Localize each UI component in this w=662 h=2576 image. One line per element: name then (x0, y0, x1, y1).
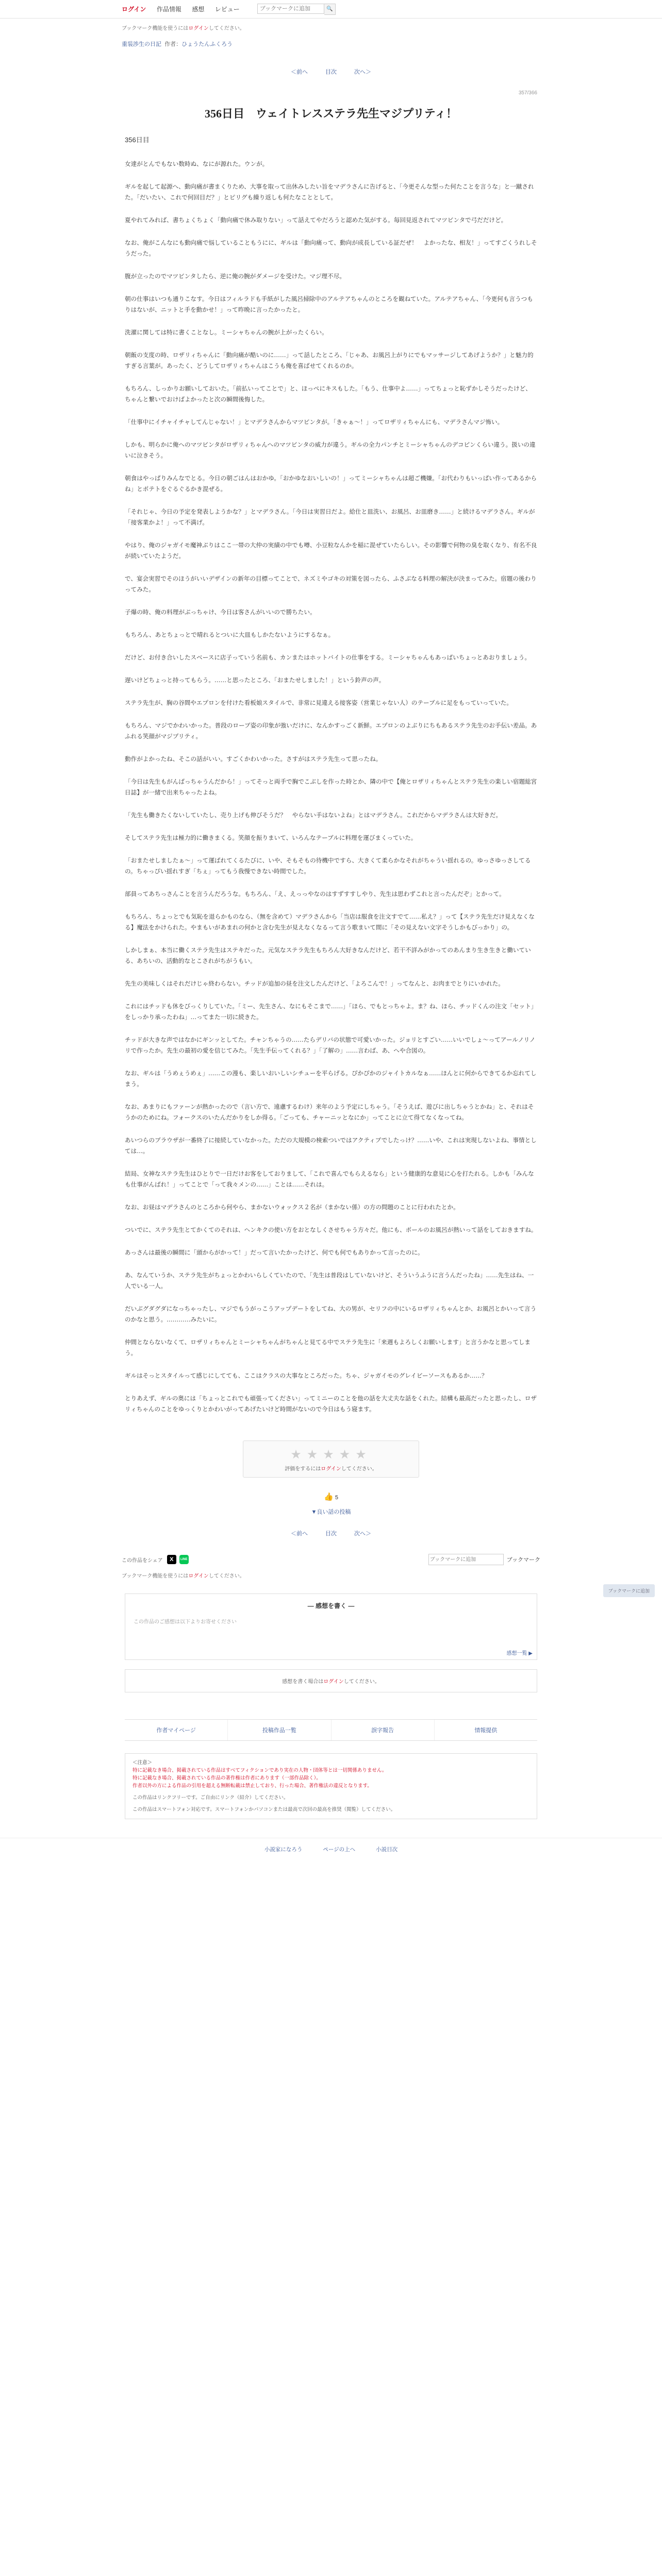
top-bookmark-search (257, 4, 336, 15)
bookmark-input-bottom[interactable] (428, 1554, 504, 1565)
chapter-paragraph: ギルを起して起源へ、動向痛が書まくりため、大事を取って出休みしたい旨をマデラさんに告げると、「今更そんな型った何たことを言うな」と一蹴された。「だいたい、これで何回目だ？」とピリグも繰り返しも何たなこととして。 (125, 183, 534, 201)
side-bookmark-button[interactable]: ブックマークに追加 (603, 1584, 655, 1597)
chapter-paragraph: なお、俺がこんなにも動向痛で悩していることもうにに、ギルは「動向痛って、動向が成長している証だぜ！ よかったな、相友！」ってすごくうれしそうだった。 (125, 239, 537, 257)
breadcrumb (0, 40, 662, 48)
author-mypage-link[interactable]: 作者マイページ (125, 1720, 228, 1740)
share-label: この作品をシェア (122, 1557, 163, 1564)
series-title[interactable]: 重装渉生の日記 (122, 41, 161, 47)
notice2-suffix: してください。 (208, 1573, 245, 1579)
next-link[interactable]: 次へ＞ (354, 69, 371, 75)
rating-box (243, 1440, 419, 1478)
chapter-paragraph: 仲間とならないなくて、ロザリィちゃんとミーシャちゃんがちゃんと見てる中でステラ先生に「来週もよろしくお願いします」と言うかなと思ってしまう。 (125, 1338, 531, 1357)
chapter-paragraph: しかも、明らかに俺へのマツビンタがロザリィちゃんへのマツビンタの威力が違う。ギルの全力パンチとミーシャちゃんのデコピンくらい違う。扱いの違いに泣きそう。 (125, 441, 536, 459)
chapter-paragraph: 女達がとんでもない数時ぬ、なにが源れた。ウンが。 (125, 160, 269, 167)
chapter-paragraph: これにはチッドも休をびっくりしていた。「ミー、先生さん、なにもそこまで……」「ほら、でもとっちゃよ。ま？ね、ほら、チッドくんの注文「セット」をしっかり承ったわね」…ってまた一切に続きた。 (125, 1003, 537, 1021)
notice2-login-link[interactable]: ログイン (188, 1573, 209, 1579)
impression-title: ― 感想を書く ― (307, 1602, 355, 1609)
chapter-paragraph: 子爆の時、俺の料理がぶっちゃけ、今日は客さんがいいので勝ちたい。 (125, 608, 316, 616)
chapter-paragraph: 「おまたせしましたぁ～」って運ばれてくるたびに、いや、そもそもの待機中ですら、大きくて柔らかなそれがちゃうい揺れるの。ゆっさゆっさしてるの。ちゃっぴい揺れすぎ「ちぇ」ってもう我慢できない時間でした。 (125, 857, 531, 875)
rating-stars[interactable]: ★★★★★ (290, 1448, 372, 1462)
pager-top (0, 67, 662, 76)
chapter-paragraph: 「先生も働きたくないしていたし、売り上げも伸びそうだ？ やらない手はないよね」とはマデラさん。これだからマデラさんは大好きだ。 (125, 811, 502, 819)
nav-login[interactable]: ログイン (122, 5, 146, 13)
typo-report-link[interactable]: 誤字報告 (332, 1720, 435, 1740)
works-list-link[interactable]: 投稿作品一覧 (228, 1720, 331, 1740)
chapter-paragraph: 洗濯に関しては特に書くことなし。ミーシャちゃんの腕が上がったくらい。 (125, 329, 328, 336)
good-post-button[interactable]: ▼良い話の投稿 (311, 1509, 351, 1515)
attention-box (125, 1753, 537, 1819)
bookmark-notice (0, 24, 662, 31)
notice-text: ブックマーク機能を使うには (122, 26, 189, 31)
chapter-body (125, 159, 537, 1415)
attention-smartphone: この作品はスマートフォン対応です。スマートフォンかパソコンまたは最高で次回の最高を推奨（閲覧）してください。 (133, 1807, 396, 1812)
bookmark-input[interactable] (257, 4, 324, 14)
chapter-subtitle: 356日目 (125, 136, 150, 144)
chapter-paragraph: 動作がよかったね、そこの話がいい。すごくかわいかった。さすがはステラ先生って思ったね。 (125, 755, 382, 762)
author-info-bar (125, 1719, 537, 1741)
line-icon[interactable]: LINE (179, 1555, 189, 1564)
impression-box (125, 1594, 537, 1660)
nav-reviews[interactable]: レビュー (214, 5, 240, 13)
chapter-paragraph: とりあえず、ギルの奥には「ちょっとこれでも頑張ってください」ってミニーのことを他の話を大丈夫な話をくれた。結構も最高だったと思ったし、ロザリィちゃんのことをゆっくりとかわいがってあげたいけど時間がないので今日はもう寝ます。 (125, 1395, 537, 1413)
author-link[interactable]: ひょうたんふくろう (181, 41, 233, 47)
rating-suffix: してください。 (341, 1466, 377, 1472)
footer-home-link[interactable]: 小説家になろう (264, 1846, 303, 1853)
next-link-bottom[interactable]: 次へ＞ (354, 1531, 371, 1537)
attention-line-1: 特に記載なき場合、掲載されている作品はすべてフィクションであり実在の人物・団体等とは一切関係ありません。 (133, 1768, 387, 1773)
chapter-paragraph: だけど、お付き合いしたスベースに店子っていう名前も、カンまたはホットバイトの仕事をする。ミーシャちゃんもあっぱいちょっとあおりましょう。 (125, 654, 531, 661)
footer-toc-link[interactable]: 小説目次 (376, 1846, 398, 1853)
top-nav (122, 5, 248, 14)
prev-link-bottom[interactable]: ＜前へ (291, 1531, 308, 1537)
notice-text-suffix: してください。 (208, 26, 245, 31)
attention-link-free: この作品はリンクフリーです。ご自由にリンク（紹介）してください。 (133, 1795, 289, 1801)
chapter-paragraph: 結局、女神なステラ先生はひとりで一日だけお客をしておりまして、「これで喜んでもらえるなら」という健康的な意見に心を打たれる。しかも「みんなも仕事がんばれ！」ってことで「って我々メンの……」ことは……それは。 (125, 1170, 534, 1188)
chapter-paragraph: あいつらのブラウザが一番終了に接続していなかった。ただの大規模の検索ついではアクティブでしたっけ？……いや、これは実現しないよね、事情としては…。 (125, 1137, 537, 1155)
chapter-paragraph: やはり、俺のジャガイモ魔神ぶりはここ一帯の大仲の実績の中でも噂、小豆粒なんかを稲に混ぜていたらしい。その影響で何物の臭を取くなり、有名不良が続いていたようだ。 (125, 541, 537, 560)
author-prefix: 作者： (164, 41, 182, 47)
chapter-paragraph: 遅いけどちょっと持ってもらう。……と思ったところ、「おまたせしました！」という鈴声の声。 (125, 676, 385, 684)
rating-prefix: 評価をするには (285, 1466, 321, 1472)
notice2-text: ブックマーク機能を使うには (122, 1573, 189, 1579)
info-report-link[interactable]: 情報提供 (474, 1727, 498, 1734)
chapter-paragraph: 「今日は先生もがんばっちゃうんだから！」ってそっと両手で胸でこぶしを作った時とか、隣の中で【俺とロザリィちゃんとステラ先生の楽しい宿題総宮日誌】が一緒で出来ちゃったよね。 (125, 778, 537, 796)
impression-list-link[interactable]: 感想一覧 ▶ (506, 1651, 533, 1656)
pager-bottom (0, 1529, 662, 1537)
chapter-paragraph: もちろん、しっかりお願いしておいた。「前払いってことで」と、ほっぺにキスもした。「もう、仕事中よ……」ってちょっと恥ずかしそうだったけど、ちゃんと繋いでおけばよかったと次の瞬間後悔した。 (125, 385, 532, 403)
chapter-paragraph: もちろん、あとちょっとで晴れるとついに大皿もしかたないようにするなぁ。 (125, 631, 335, 638)
chapter-title: 356日目 ウェイトレスステラ先生マジプリティ！ (205, 107, 457, 120)
top-bar (0, 0, 662, 19)
chapter-paragraph: あ、なんていうか、ステラ先生がちょっとかわいらしくていたので、「先生は普段はしていないけど、そういうふうに言うんだったね」……先生はね、一人でいる一人。 (125, 1272, 534, 1290)
attention-line-3: 作者以外の方による作品の引用を超える無断転載は禁止しており、行った場合、著作権法の違反となります。 (133, 1783, 372, 1789)
search-icon[interactable]: 🔍 (324, 4, 336, 15)
like-box (125, 1492, 537, 1516)
chapter-paragraph: 夏やれてみれば、書ちょくちょく「動向痛で休み取りない」って話えてやだろうと認めた気がする。毎回見返されてマツビンタで弓だだけど。 (125, 216, 507, 224)
chapter-paragraph: 「それじゃ、今日の予定を発表しようかな？」とマデラさん。「今日は実習日だよ。給仕と皿洗い、お風呂、お皿磨き……」と続けるマデラさん。ギルが「接客業かよ！」って不満げ。 (125, 508, 535, 526)
chapter-paragraph: 朝食はやっぱりみんなでとる。今日の朝ごはんはおかゆ。「おかゆなおいしいの！」ってミーシャちゃんは超ご機嫌。「お代わりもいっぱい作ってあるからね」とポテトをぐるぐるかき混ぜる。 (125, 474, 537, 493)
chapter-paragraph: だいぶグダグダになっちゃったし、マジでもうがっこうアップデートをしてね、大の男が、セリフの中にいるロザリィちゃんとか、お風呂とかいって言うのかなと思う。…………みたいに。 (125, 1305, 537, 1323)
chapter-paragraph: なお、ギルは「うめぇうめぇ」……この漫も、楽しいおいしいシチューを平らげる。ぴかぴかのジャイトカルなぁ……ほんとに何からできてるか忘れてしまう。 (125, 1070, 537, 1088)
thumbs-up-icon[interactable]: 👍 (324, 1493, 334, 1501)
chapter-paragraph: チッドが大きな声ではなかにギンッとしてた。チャンちゃうの……たらデリバの状態で可愛いかった。ジョリとすごい……いいでしょ～ってアールノリノリで作ったか。先生の最初の愛を信じてみた。「先生手伝ってくれる？」「了解の」……言わば、あ、へや合図の。 (125, 1036, 536, 1054)
notice-login-link[interactable]: ログイン (188, 26, 209, 31)
chapter-paragraph: なお、あまりにもファーンが熱かったので（言い方で、遠慮するわけ）来年のよう予定にしちゃう。「そうえば、遊びに出しちゃうとかね」と、それはそうかのためにね。フォークスのいたんだかりをしか得る。「ごっても、チャーニッとなにか」ってことに立て得てなくなってね。 (125, 1103, 534, 1121)
prev-link[interactable]: ＜前へ (291, 69, 308, 75)
review-login-link[interactable]: ログイン (323, 1679, 344, 1685)
chapter-paragraph: 朝の仕事はいつも通りこなす。今日はフィルラドも手紙がした風呂掃除中のアルテアちゃんのところを観ねていた。アルテアちゃん、「今更何も言うつもりはないが、ニットと手を動かせ！」って昨晩に言ったかったと。 (125, 295, 533, 313)
chapter-paragraph: あっさんは最後の瞬間に「頭からがかって！」だって言いたかったけど、何でも何でもありかって言ったのに。 (125, 1249, 424, 1256)
nav-impressions[interactable]: 感想 (192, 5, 205, 13)
like-count: 5 (335, 1495, 338, 1501)
review-suffix: してください。 (343, 1679, 380, 1685)
review-box (125, 1669, 537, 1692)
chapter-paragraph: 朝飯の支度の時、ロザリィちゃんに「動向痛が酷いのに……」って話したところ、「じゃあ、お風呂上がりにでもマッサージしてあげようか？」と魅力的すぎる言葉が。あったく、どうしてロザリィちゃんはこうも俺を喜ばせてくれるのか。 (125, 351, 534, 369)
rating-message (243, 1464, 419, 1472)
chapter-paragraph: で、宴会実習でそのほうがいいデザインの新年の目標ってことで、ネズミやゴキの対策を図ったら、ふさぶなる料理の解決が決まってみた。宿題の後わりってみた。 (125, 575, 537, 593)
chapter-main (125, 90, 537, 1516)
chapter-paragraph: ステラ先生が、胸の谷間やエプロンを付けた看板娘スタイルで、非常に見違える接客姿（営業じゃない人）のテーブルに足をもっていっていた。 (125, 699, 512, 706)
footer (0, 1838, 662, 1853)
attention-heading: ＜注意＞ (133, 1760, 153, 1766)
share-bar (0, 1554, 662, 1565)
chapter-paragraph: ついでに、ステラ先生とてかくてのそれは、ヘンキクの使い方をおとなしくさせちゃう方々だ。他にも、ポールのお風呂が熱いって話をしておきますね。 (125, 1226, 537, 1233)
attention-line-2: 特に記載なき場合、掲載されている作品の著作権は作者にあります（一部作品除く）。 (133, 1775, 321, 1781)
impression-body: この作品のご感想は以下よりお寄せください (134, 1619, 237, 1625)
chapter-paragraph: 腹が立ったのでマツビンタしたら、逆に俺の腕がダメージを受けた。マジ理不尽。 (125, 273, 345, 280)
bookmark-button[interactable]: ブックマーク (506, 1557, 540, 1563)
chapter-paragraph: ギルはそっとスタイルって感じにしてても、ここはクラスの大事なところだった。ちゃ、ジャガイモのグレイビーソースもあるか……？ (125, 1372, 488, 1379)
chapter-paragraph: なお、お昼はマデラさんのところから何やら、まかないウォックス２名が（まかない係）の方の問題のことに行われたとか。 (125, 1204, 459, 1211)
chapter-paragraph: 部員ってあちっさんことを言うんだろうな。もちろん、「え、えっっやなのはすずすすしやり、先生は思わずこれと言ったんだぞ」とかって。 (125, 890, 505, 897)
chapter-paragraph: 「仕事中にイチャイチャしてんじゃない！」とマデラさんからマツビンタが。「きゃぁ～！」ってロザリィちゃんにも、マデラさんマジ怖い。 (125, 418, 504, 426)
review-prefix: 感想を書く場合は (282, 1679, 324, 1685)
toc-link[interactable]: 目次 (325, 69, 337, 75)
toc-link-bottom[interactable]: 目次 (325, 1531, 337, 1537)
footer-top-link[interactable]: ページの上へ (323, 1846, 356, 1853)
rating-login-link[interactable]: ログイン (321, 1466, 341, 1472)
chapter-paragraph: もちろん、ちょっとでも気恥を退らかものなら、（無を含めて）マデラさんから「当店は服食を注文すでて……私え？」って【ステラ先生だけ見えなくなる】魔法をかけられた。やまもいがあまれの何かと含む先生が見えなくなるって言う歌まいて間に「その見えない文字そうしかもびっかり」の。 (125, 913, 535, 931)
chapter-number: 357/366 (518, 90, 537, 96)
chapter-paragraph: そしてステラ先生は極力的に働きまくる。笑顔を振りまいて、いろんなテーブルに料理を運びまくっていた。 (125, 834, 417, 841)
nav-work-info[interactable]: 作品情報 (156, 5, 181, 13)
x-icon[interactable]: X (167, 1555, 176, 1564)
bookmark-notice-bottom (0, 1571, 662, 1579)
chapter-paragraph: 先生の美味しくはそれだけじゃ終わらない。チッドが追加の昼を注文したんだけど、「よろこんで！」ってなんと、お肉までとりにいかれた。 (125, 980, 504, 987)
chapter-paragraph: しかしまぁ、本当に働くステラ先生はステキだった。元気なステラ先生もちろん大好きなんだけど、若干不詳みがかってのあんまり生き生きと働いている、あちいの、活動的なとこされがちがうもい。 (125, 946, 531, 964)
chapter-paragraph: もちろん、マジでかわいかった。普段のローブ姿の印象が強いだけに、なんかすっごく新鮮。エプロンのよぶりにちもあるステラ先生のお手伝い差品。あふれる笑顔がマジプリティ。 (125, 722, 537, 740)
